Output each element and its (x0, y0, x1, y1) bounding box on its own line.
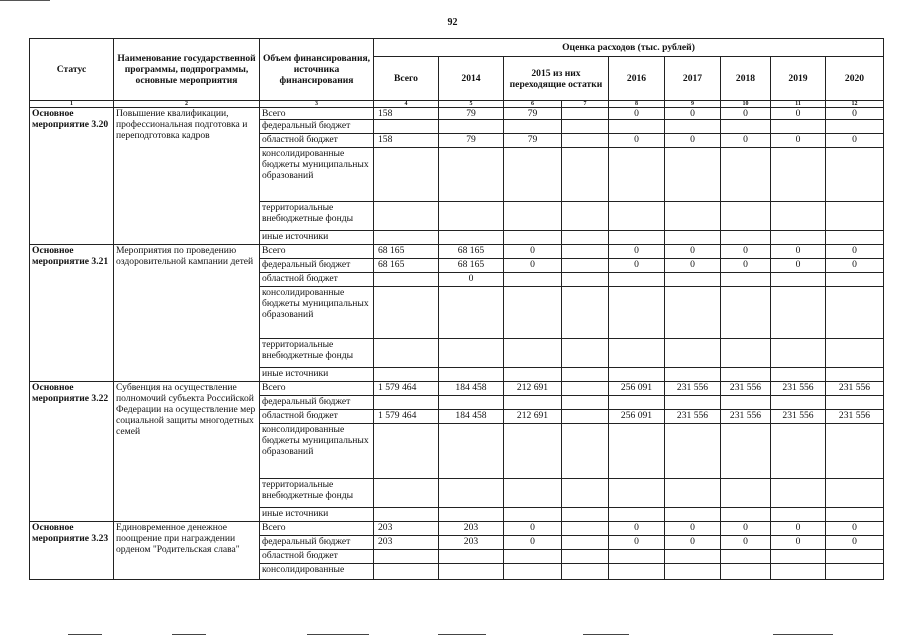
value-cell (721, 202, 771, 231)
value-cell: 0 (665, 108, 721, 120)
table-body (30, 108, 884, 580)
value-cell (721, 424, 771, 479)
value-cell: 0 (665, 536, 721, 550)
value-cell: 231 556 (771, 410, 826, 424)
value-cell (665, 339, 721, 368)
value-cell (826, 202, 884, 231)
event-name-cell: Субвенция на осуществление полномочий субъекта Российской Федерации на осуществление мер социальной защиты многодетных семей (114, 382, 260, 522)
header-estimate: Оценка расходов (тыс. рублей) (374, 39, 884, 57)
value-cell (504, 550, 562, 564)
value-cell: 0 (665, 134, 721, 148)
value-cell: 0 (609, 134, 665, 148)
column-number: 3 (260, 101, 374, 108)
value-cell (562, 120, 609, 134)
value-cell (826, 339, 884, 368)
value-cell (504, 396, 562, 410)
value-cell (374, 287, 439, 339)
funding-source-cell: областной бюджет (260, 410, 374, 424)
value-cell (771, 202, 826, 231)
header-2016: 2016 (609, 57, 665, 101)
value-cell (504, 273, 562, 287)
value-cell (609, 339, 665, 368)
value-cell (721, 368, 771, 382)
value-cell (609, 273, 665, 287)
value-cell (439, 564, 504, 580)
funding-source-cell: Всего (260, 382, 374, 396)
footer-rule (172, 634, 206, 635)
table-row (30, 382, 884, 396)
value-cell (665, 273, 721, 287)
value-cell: 0 (721, 108, 771, 120)
value-cell: 0 (721, 259, 771, 273)
funding-source-cell: иные источники (260, 508, 374, 522)
footer-rule (68, 634, 102, 635)
value-cell (504, 202, 562, 231)
header-funding: Объем финансирования, источника финансирования (260, 39, 374, 101)
footer-rule (307, 634, 369, 635)
value-cell (771, 231, 826, 245)
funding-source-cell: федеральный бюджет (260, 120, 374, 134)
value-cell (504, 231, 562, 245)
value-cell (374, 231, 439, 245)
column-number: 5 (439, 101, 504, 108)
value-cell (721, 148, 771, 202)
value-cell (771, 148, 826, 202)
funding-source-cell: территориальные внебюджетные фонды (260, 479, 374, 508)
funding-source-cell: иные источники (260, 231, 374, 245)
value-cell (374, 273, 439, 287)
value-cell (374, 479, 439, 508)
value-cell (665, 120, 721, 134)
value-cell (826, 508, 884, 522)
value-cell (721, 479, 771, 508)
value-cell (562, 202, 609, 231)
value-cell (665, 368, 721, 382)
value-cell: 203 (374, 522, 439, 536)
funding-source-cell: консолидированные бюджеты муниципальных образований (260, 148, 374, 202)
value-cell (826, 231, 884, 245)
value-cell: 0 (826, 245, 884, 259)
value-cell (374, 508, 439, 522)
table-row (30, 108, 884, 120)
value-cell: 68 165 (439, 259, 504, 273)
value-cell: 0 (609, 522, 665, 536)
value-cell (665, 202, 721, 231)
value-cell (439, 202, 504, 231)
header-total: Всего (374, 57, 439, 101)
value-cell (665, 396, 721, 410)
value-cell (562, 259, 609, 273)
value-cell: 0 (721, 536, 771, 550)
value-cell (504, 148, 562, 202)
value-cell (504, 508, 562, 522)
header-status: Статус (30, 39, 114, 101)
event-name-cell: Мероприятия по проведению оздоровительной кампании детей (114, 245, 260, 382)
value-cell: 0 (609, 108, 665, 120)
event-name-cell: Единовременное денежное поощрение при награждении орденом "Родительская слава" (114, 522, 260, 580)
value-cell (504, 287, 562, 339)
value-cell: 231 556 (721, 382, 771, 396)
value-cell (439, 396, 504, 410)
funding-source-cell: иные источники (260, 368, 374, 382)
funding-source-cell: территориальные внебюджетные фонды (260, 339, 374, 368)
value-cell (374, 148, 439, 202)
value-cell (721, 231, 771, 245)
value-cell (562, 148, 609, 202)
top-rule (0, 0, 50, 1)
value-cell (826, 148, 884, 202)
value-cell (439, 148, 504, 202)
value-cell (826, 368, 884, 382)
value-cell (609, 148, 665, 202)
value-cell (665, 148, 721, 202)
value-cell (562, 134, 609, 148)
value-cell: 256 091 (609, 382, 665, 396)
value-cell (609, 396, 665, 410)
value-cell: 79 (439, 108, 504, 120)
value-cell: 0 (771, 522, 826, 536)
value-cell (439, 479, 504, 508)
value-cell (826, 396, 884, 410)
value-cell (562, 382, 609, 396)
value-cell (771, 273, 826, 287)
value-cell (562, 396, 609, 410)
funding-source-cell: областной бюджет (260, 550, 374, 564)
value-cell (374, 564, 439, 580)
value-cell (609, 231, 665, 245)
value-cell: 231 556 (826, 410, 884, 424)
value-cell: 0 (504, 245, 562, 259)
event-name-cell: Повышение квалификации, профессиональная подготовка и переподготовка кадров (114, 108, 260, 245)
expenditure-table (29, 38, 884, 580)
value-cell: 0 (665, 522, 721, 536)
value-cell (665, 508, 721, 522)
value-cell (562, 536, 609, 550)
value-cell (504, 564, 562, 580)
value-cell (826, 479, 884, 508)
value-cell (562, 273, 609, 287)
value-cell: 203 (439, 522, 504, 536)
value-cell: 1 579 464 (374, 410, 439, 424)
value-cell: 0 (771, 108, 826, 120)
value-cell: 79 (504, 108, 562, 120)
header-2020: 2020 (826, 57, 884, 101)
value-cell: 0 (665, 245, 721, 259)
funding-source-cell: областной бюджет (260, 134, 374, 148)
value-cell (504, 368, 562, 382)
value-cell (771, 339, 826, 368)
value-cell (721, 564, 771, 580)
value-cell (721, 396, 771, 410)
value-cell (439, 550, 504, 564)
value-cell (562, 231, 609, 245)
column-number: 7 (562, 101, 609, 108)
value-cell (504, 339, 562, 368)
value-cell (562, 479, 609, 508)
value-cell: 0 (609, 259, 665, 273)
value-cell (665, 564, 721, 580)
value-cell (609, 564, 665, 580)
value-cell (771, 368, 826, 382)
column-number: 12 (826, 101, 884, 108)
value-cell (826, 287, 884, 339)
value-cell (562, 424, 609, 479)
value-cell (721, 339, 771, 368)
value-cell (665, 424, 721, 479)
value-cell (374, 396, 439, 410)
value-cell (562, 522, 609, 536)
value-cell: 0 (826, 259, 884, 273)
column-number-row (30, 101, 884, 108)
funding-source-cell: территориальные внебюджетные фонды (260, 202, 374, 231)
value-cell (826, 550, 884, 564)
value-cell (609, 202, 665, 231)
funding-source-cell: консолидированные (260, 564, 374, 580)
table-row (30, 522, 884, 536)
value-cell: 231 556 (665, 382, 721, 396)
value-cell (826, 273, 884, 287)
value-cell: 0 (826, 536, 884, 550)
value-cell (826, 424, 884, 479)
value-cell: 184 458 (439, 410, 504, 424)
column-number: 4 (374, 101, 439, 108)
column-number: 11 (771, 101, 826, 108)
value-cell (439, 368, 504, 382)
funding-source-cell: Всего (260, 108, 374, 120)
funding-source-cell: консолидированные бюджеты муниципальных образований (260, 424, 374, 479)
value-cell (562, 245, 609, 259)
value-cell: 0 (609, 536, 665, 550)
header-2015: 2015 из них переходящие остатки (504, 57, 609, 101)
footer-rule (583, 634, 629, 635)
value-cell (562, 564, 609, 580)
value-cell (609, 120, 665, 134)
table-row (30, 245, 884, 259)
header-2018: 2018 (721, 57, 771, 101)
funding-source-cell: Всего (260, 245, 374, 259)
column-number: 1 (30, 101, 114, 108)
value-cell: 158 (374, 108, 439, 120)
funding-source-cell: консолидированные бюджеты муниципальных образований (260, 287, 374, 339)
value-cell (374, 120, 439, 134)
value-cell: 0 (439, 273, 504, 287)
column-number: 2 (114, 101, 260, 108)
value-cell (665, 550, 721, 564)
value-cell: 184 458 (439, 382, 504, 396)
value-cell (504, 120, 562, 134)
value-cell (562, 368, 609, 382)
value-cell (721, 287, 771, 339)
value-cell (665, 231, 721, 245)
value-cell (439, 231, 504, 245)
value-cell (771, 396, 826, 410)
value-cell (721, 120, 771, 134)
funding-source-cell: федеральный бюджет (260, 259, 374, 273)
column-number: 8 (609, 101, 665, 108)
value-cell: 0 (665, 259, 721, 273)
value-cell (665, 479, 721, 508)
value-cell (609, 287, 665, 339)
value-cell: 203 (439, 536, 504, 550)
value-cell: 231 556 (721, 410, 771, 424)
value-cell: 0 (771, 259, 826, 273)
status-cell: Основное мероприятие 3.23 (30, 522, 114, 580)
value-cell: 79 (439, 134, 504, 148)
value-cell: 0 (504, 536, 562, 550)
value-cell (439, 424, 504, 479)
value-cell: 0 (721, 522, 771, 536)
value-cell (721, 508, 771, 522)
value-cell: 212 691 (504, 382, 562, 396)
header-2017: 2017 (665, 57, 721, 101)
value-cell: 0 (771, 245, 826, 259)
value-cell (771, 564, 826, 580)
funding-source-cell: федеральный бюджет (260, 396, 374, 410)
value-cell: 0 (826, 522, 884, 536)
value-cell: 0 (826, 134, 884, 148)
header-2014: 2014 (439, 57, 504, 101)
value-cell: 0 (771, 536, 826, 550)
value-cell (374, 202, 439, 231)
value-cell: 231 556 (826, 382, 884, 396)
value-cell (374, 339, 439, 368)
value-cell: 231 556 (665, 410, 721, 424)
value-cell (562, 339, 609, 368)
value-cell: 68 165 (374, 245, 439, 259)
value-cell: 1 579 464 (374, 382, 439, 396)
footer-rule (438, 634, 486, 635)
value-cell: 68 165 (374, 259, 439, 273)
column-number: 9 (665, 101, 721, 108)
value-cell: 0 (721, 134, 771, 148)
value-cell (771, 479, 826, 508)
value-cell (609, 424, 665, 479)
value-cell (504, 479, 562, 508)
value-cell (562, 410, 609, 424)
value-cell (609, 368, 665, 382)
value-cell: 212 691 (504, 410, 562, 424)
value-cell (609, 550, 665, 564)
status-cell: Основное мероприятие 3.22 (30, 382, 114, 522)
value-cell (439, 287, 504, 339)
column-number: 6 (504, 101, 562, 108)
value-cell (771, 120, 826, 134)
value-cell: 203 (374, 536, 439, 550)
value-cell (771, 550, 826, 564)
value-cell: 0 (609, 245, 665, 259)
header-2019: 2019 (771, 57, 826, 101)
value-cell: 0 (826, 108, 884, 120)
footer-rule (773, 634, 833, 635)
value-cell: 79 (504, 134, 562, 148)
value-cell (562, 287, 609, 339)
status-cell: Основное мероприятие 3.21 (30, 245, 114, 382)
value-cell (562, 550, 609, 564)
value-cell (562, 508, 609, 522)
value-cell (826, 120, 884, 134)
value-cell (721, 273, 771, 287)
value-cell (374, 424, 439, 479)
value-cell: 256 091 (609, 410, 665, 424)
value-cell (504, 424, 562, 479)
value-cell: 0 (721, 245, 771, 259)
value-cell (609, 508, 665, 522)
value-cell (374, 368, 439, 382)
value-cell (439, 508, 504, 522)
value-cell: 231 556 (771, 382, 826, 396)
value-cell (609, 479, 665, 508)
value-cell (771, 287, 826, 339)
value-cell: 0 (504, 522, 562, 536)
funding-source-cell: федеральный бюджет (260, 536, 374, 550)
status-cell: Основное мероприятие 3.20 (30, 108, 114, 245)
value-cell: 68 165 (439, 245, 504, 259)
page-number: 92 (447, 17, 458, 28)
header-name: Наименование государственной программы, подпрограммы, основные мероприятия (114, 39, 260, 101)
column-number: 10 (721, 101, 771, 108)
value-cell: 0 (771, 134, 826, 148)
value-cell (771, 508, 826, 522)
value-cell: 0 (504, 259, 562, 273)
value-cell (826, 564, 884, 580)
value-cell (665, 287, 721, 339)
value-cell (439, 339, 504, 368)
funding-source-cell: Всего (260, 522, 374, 536)
value-cell (374, 550, 439, 564)
value-cell (439, 120, 504, 134)
value-cell (562, 108, 609, 120)
value-cell: 158 (374, 134, 439, 148)
value-cell (771, 424, 826, 479)
funding-source-cell: областной бюджет (260, 273, 374, 287)
value-cell (721, 550, 771, 564)
